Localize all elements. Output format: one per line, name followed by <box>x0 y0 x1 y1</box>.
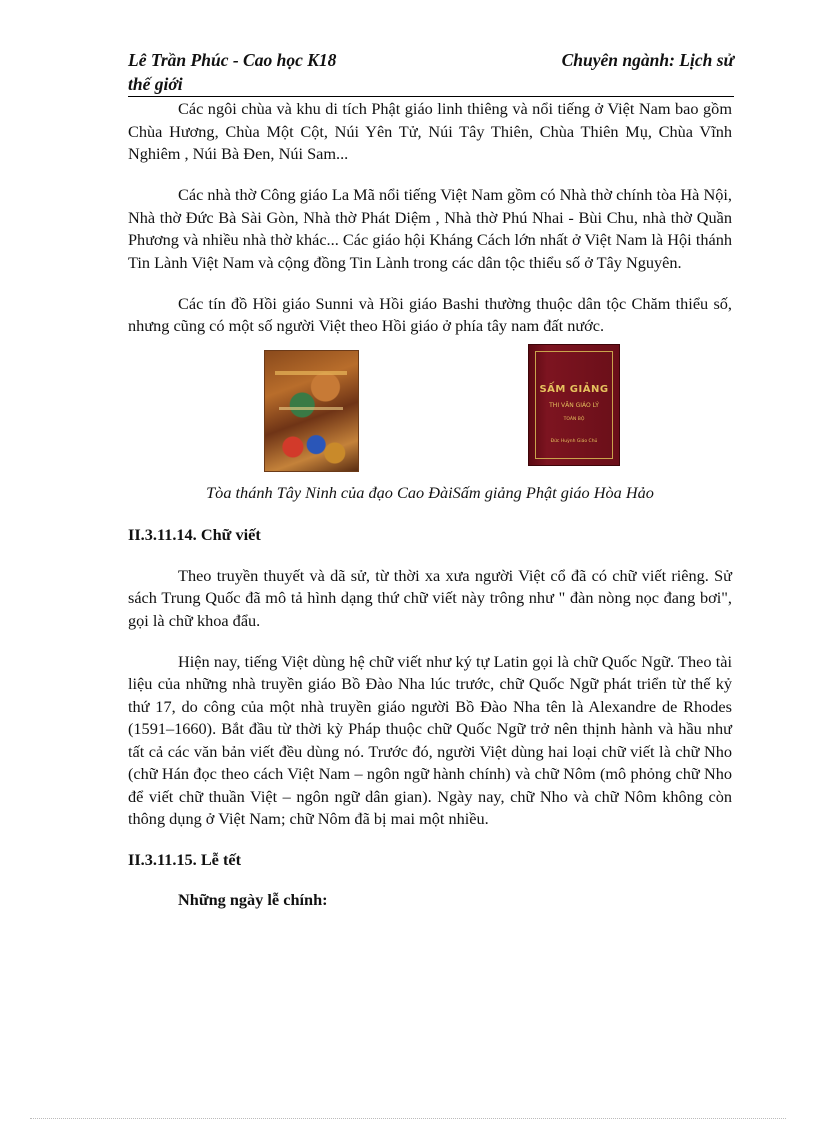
paragraph-buddhism: Các ngôi chùa và khu di tích Phật giáo linh thiêng và nổi tiếng ở Việt Nam bao gồm Chùa Hương, Chùa Một Cột, Núi Yên Tử, Núi Tây Thiên, Chùa Thiên Mụ, Chùa Vĩnh Nghiêm , Núi Bà Đen, Núi Sam... <box>128 99 732 163</box>
section-heading-writing: II.3.11.14. Chữ viết <box>128 525 261 544</box>
figure-images <box>128 348 732 476</box>
tay-ninh-holy-see-photo <box>264 350 359 472</box>
book-line3: TOÀN BỘ <box>563 416 585 422</box>
book-subtitle: THI VĂN GIÁO LÝ <box>549 401 599 409</box>
header-major: Chuyên ngành: Lịch sử <box>561 50 734 70</box>
figure-caption: Tòa thánh Tây Ninh của đạo Cao ĐàiSấm giảng Phật giáo Hòa Hảo <box>206 482 654 502</box>
paragraph-writing-legend: Theo truyền thuyết và dã sử, từ thời xa xưa người Việt cổ đã có chữ viết riêng. Sử sách Trung Quốc đã mô tả hình dạng thứ chữ viết này trông như " đàn nòng nọc đang bơi", gọi là chữ khoa đẩu. <box>128 565 732 630</box>
book-title: SẤM GIẢNG <box>539 383 609 395</box>
header-rule <box>128 96 734 97</box>
sam-giang-book-cover <box>528 344 620 466</box>
header-author: Lê Trần Phúc - Cao học K18 <box>128 50 337 70</box>
paragraph-christianity: Các nhà thờ Công giáo La Mã nổi tiếng Việt Nam gồm có Nhà thờ chính tòa Hà Nội, Nhà thờ Đức Bà Sài Gòn, Nhà thờ Phát Diệm , Nhà thờ Phú Nhai - Bùi Chu, nhà thờ Quần Phương và nhiều nhà thờ khác... Các giáo hội Kháng Cách lớn nhất ở Việt Nam là Hội thánh Tin Lành Việt Nam và cộng đồng Tin Lành trong các dân tộc thiểu số ở Tây Nguyên. <box>128 185 732 272</box>
section-heading-holidays: II.3.11.15. Lễ tết <box>128 849 242 869</box>
document-body <box>128 98 732 912</box>
paragraph-islam: Các tín đồ Hồi giáo Sunni và Hồi giáo Bashi thường thuộc dân tộc Chăm thiểu số, nhưng cũng có một số người Việt theo Hồi giáo ở phía tây nam đất nước. <box>128 293 732 335</box>
page-header <box>128 48 734 96</box>
subheading-main-holidays: Những ngày lễ chính: <box>178 890 328 909</box>
header-author-cont: thế giới <box>128 74 183 94</box>
paragraph-quoc-ngu: Hiện nay, tiếng Việt dùng hệ chữ viết như ký tự Latin gọi là chữ Quốc Ngữ. Theo tài liệu của những nhà truyền giáo Bồ Đào Nha lúc trước, chữ Quốc Ngữ phát triển từ thế kỷ thứ 17, do công của một nhà truyền giáo người Bồ Đào Nha tên là Alexandre de Rhodes (1591–1660). Bắt đầu từ thời kỳ Pháp thuộc chữ Quốc Ngữ trở nên thịnh hành và hầu như tất cả các văn bản viết đều dùng nó. Trước đó, người Việt dùng hai loại chữ viết là chữ Nho (chữ Hán đọc theo cách Việt Nam – ngôn ngữ hành chính) và chữ Nôm (mô phỏng chữ Nho để viết chữ thuần Việt – ngôn ngữ dân gian). Ngày nay, chữ Nho và chữ Nôm không còn thông dụng ở Việt Nam; chữ Nôm đã bị mai một nhiều. <box>128 651 732 828</box>
book-author: Đức Huỳnh Giáo Chủ <box>550 438 598 444</box>
page-bottom-border <box>30 1118 786 1119</box>
